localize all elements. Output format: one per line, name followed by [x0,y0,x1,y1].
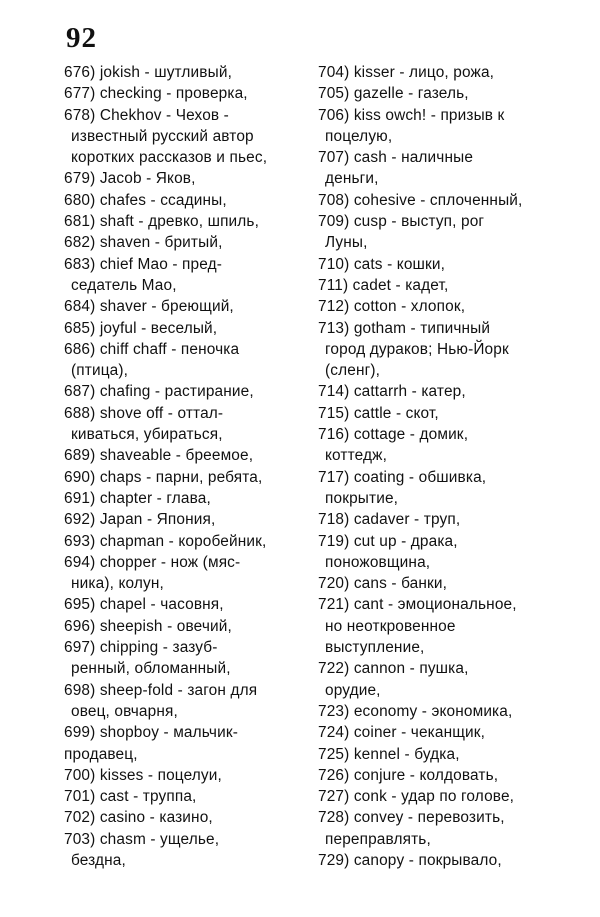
right-line: 721) cant - эмоциональное, [318,596,517,614]
left-line: 683) chief Mao - пред- [64,255,223,273]
left-line: (птица), [71,362,129,380]
left-line: 694) chopper - нож (мяс- [64,553,241,571]
left-line: 685) joyful - веселый, [64,319,218,337]
right-line: 713) gotham - типичный [318,319,491,337]
left-column [64,62,267,871]
left-line: ника), колун, [71,575,164,593]
right-line: 718) cadaver - труп, [318,511,461,529]
left-line: овец, овчарня, [71,702,178,720]
right-line: город дураков; Нью-Йорк [325,340,509,358]
left-line: коротких рассказов и пьес, [71,149,268,167]
right-line: 715) cattle - скот, [318,404,439,422]
left-line: 680) chafes - ссадины, [64,191,227,209]
right-line: 704) kisser - лицо, рожа, [318,64,495,81]
left-line: 689) shaveable - бреемое, [64,447,254,465]
left-line: 703) chasm - ущелье, [64,830,220,848]
left-line: 699) shopboy - мальчик- [64,724,238,742]
left-line: 701) cast - труппа, [64,788,197,806]
right-line: 727) conk - удар по голове, [318,788,515,806]
left-line: 691) chapter - глава, [64,489,211,507]
right-line: поножовщина, [325,553,431,571]
left-line: 695) chapel - часовня, [64,596,224,614]
left-line: седатель Мао, [71,276,177,294]
right-line: коттедж, [325,447,388,465]
right-line: орудие, [325,681,381,699]
right-line: 725) kennel - будка, [318,745,460,763]
right-line: Луны, [325,234,368,252]
right-line: 726) conjure - колдовать, [318,766,499,784]
page-number: 92 [66,22,97,54]
left-line: 698) sheep-fold - загон для [64,681,258,699]
right-line: поцелую, [325,127,393,145]
right-line: 712) cotton - хлопок, [318,298,466,316]
left-line: 687) chafing - растирание, [64,383,254,401]
left-line: 682) shaven - бритый, [64,234,223,252]
left-line: бездна, [71,851,126,869]
right-line: но неоткровенное [325,617,456,635]
right-line: 705) gazelle - газель, [318,85,469,103]
right-line: 710) cats - кошки, [318,255,446,273]
right-line: 717) coating - обшивка, [318,468,487,486]
right-line: покрытие, [325,489,399,507]
right-line: выступление, [325,639,425,657]
left-line: 679) Jacob - Яков, [64,170,196,188]
right-line: 716) cottage - домик, [318,426,469,444]
right-line: 728) convey - перевозить, [318,809,505,827]
left-line: 676) jokish - шутливый, [64,64,232,81]
left-line: 681) shaft - древко, шпиль, [64,213,260,231]
right-line: 707) cash - наличные [318,149,474,167]
left-line: киваться, убираться, [71,426,223,444]
left-line: 684) shaver - бреющий, [64,298,234,316]
right-line: 722) cannon - пушка, [318,660,469,678]
left-line: 692) Japan - Япония, [64,511,216,529]
left-line: ренный, обломанный, [71,660,231,678]
left-line: 696) sheepish - овечий, [64,617,232,635]
left-line: известный русский автор [71,127,254,145]
left-line: 678) Chekhov - Чехов - [64,106,229,124]
right-line: 723) economy - экономика, [318,702,513,720]
right-line: деньги, [325,170,379,188]
right-column [318,62,522,871]
left-line: 688) shove off - оттал- [64,404,224,422]
left-line: продавец, [64,745,138,763]
left-line: 700) kisses - поцелуи, [64,766,222,784]
right-line: 714) cattarrh - катер, [318,383,466,401]
right-line: 720) cans - банки, [318,575,448,593]
right-line: 709) cusp - выступ, рог [318,213,485,231]
left-line: 686) chiff chaff - пеночка [64,340,240,358]
left-line: 693) chapman - коробейник, [64,532,267,550]
right-line: 729) canopy - покрывало, [318,851,502,869]
right-line: переправлять, [325,830,431,848]
right-line: 706) kiss owch! - призыв к [318,106,505,124]
right-line: 724) coiner - чеканщик, [318,724,486,742]
right-line: 711) cadet - кадет, [318,276,449,294]
right-line: (сленг), [325,362,381,380]
left-line: 697) chipping - зазуб- [64,639,218,657]
left-line: 702) casino - казино, [64,809,213,827]
right-line: 708) cohesive - сплоченный, [318,191,523,209]
left-line: 690) chaps - парни, ребята, [64,468,263,486]
left-line: 677) checking - проверка, [64,85,248,103]
right-line: 719) cut up - драка, [318,532,458,550]
